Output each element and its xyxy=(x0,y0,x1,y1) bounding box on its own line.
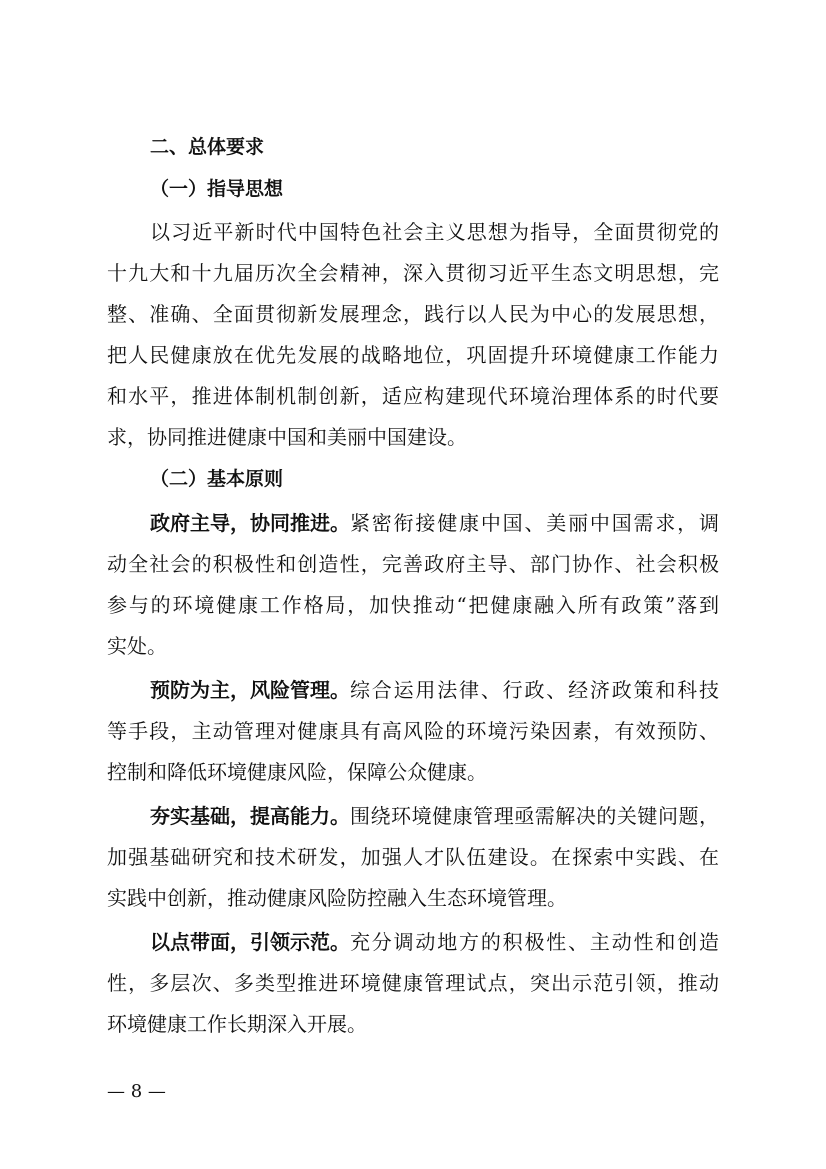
paragraph-line: 把人民健康放在优先发展的战略地位，巩固提升环境健康工作能力 xyxy=(107,343,719,367)
principle-first-line xyxy=(150,510,719,536)
sub-heading-basic-principles: （二）基本原则 xyxy=(150,468,284,490)
paragraph-line: 求，协同推进健康中国和美丽中国建设。 xyxy=(107,425,467,449)
principle-text: 围绕环境健康管理亟需解决的关键问题， xyxy=(350,804,719,828)
paragraph-line: 整、准确、全面贯彻新发展理念，践行以人民为中心的发展思想， xyxy=(107,302,719,326)
principle-lead: 夯实基础，提高能力。 xyxy=(150,804,350,828)
paragraph-line: 环境健康工作长期深入开展。 xyxy=(107,1012,367,1036)
page-number: — 8 — xyxy=(107,1081,166,1102)
principle-lead: 政府主导，协同推进。 xyxy=(150,511,350,535)
principle-lead: 以点带面，引领示范。 xyxy=(150,930,350,954)
paragraph-line: 等手段，主动管理对健康具有高风险的环境污染因素，有效预防、 xyxy=(107,719,719,743)
principle-text: 紧密衔接健康中国、美丽中国需求，调 xyxy=(350,511,719,535)
section-heading: 二、总体要求 xyxy=(150,136,265,158)
paragraph-line: 控制和降低环境健康风险，保障公众健康。 xyxy=(107,760,487,784)
paragraph-line: 动全社会的积极性和创造性，完善政府主导、部门协作、社会积极 xyxy=(107,552,719,576)
paragraph-line: 加强基础研究和技术研发，加强人才队伍建设。在探索中实践、在 xyxy=(107,845,719,869)
principle-text: 综合运用法律、行政、经济政策和科技 xyxy=(350,678,719,702)
principle-first-line xyxy=(150,803,719,829)
sub-heading-guiding-thought: （一）指导思想 xyxy=(150,178,284,200)
paragraph-line: 和水平，推进体制机制创新，适应构建现代环境治理体系的时代要 xyxy=(107,384,719,408)
paragraph-line: 十九大和十九届历次全会精神，深入贯彻习近平生态文明思想，完 xyxy=(107,261,719,285)
paragraph-line: 以习近平新时代中国特色社会主义思想为指导，全面贯彻党的 xyxy=(150,220,719,244)
principle-text: 充分调动地方的积极性、主动性和创造 xyxy=(350,930,719,954)
principle-lead: 预防为主，风险管理。 xyxy=(150,678,350,702)
principle-first-line xyxy=(150,929,719,955)
principle-first-line xyxy=(150,677,719,703)
paragraph-line: 参与的环境健康工作格局，加快推动“把健康融入所有政策”落到 xyxy=(107,593,719,617)
paragraph-line: 实践中创新，推动健康风险防控融入生态环境管理。 xyxy=(107,886,567,910)
paragraph-line: 性，多层次、多类型推进环境健康管理试点，突出示范引领，推动 xyxy=(107,971,719,995)
paragraph-line: 实处。 xyxy=(107,634,167,658)
